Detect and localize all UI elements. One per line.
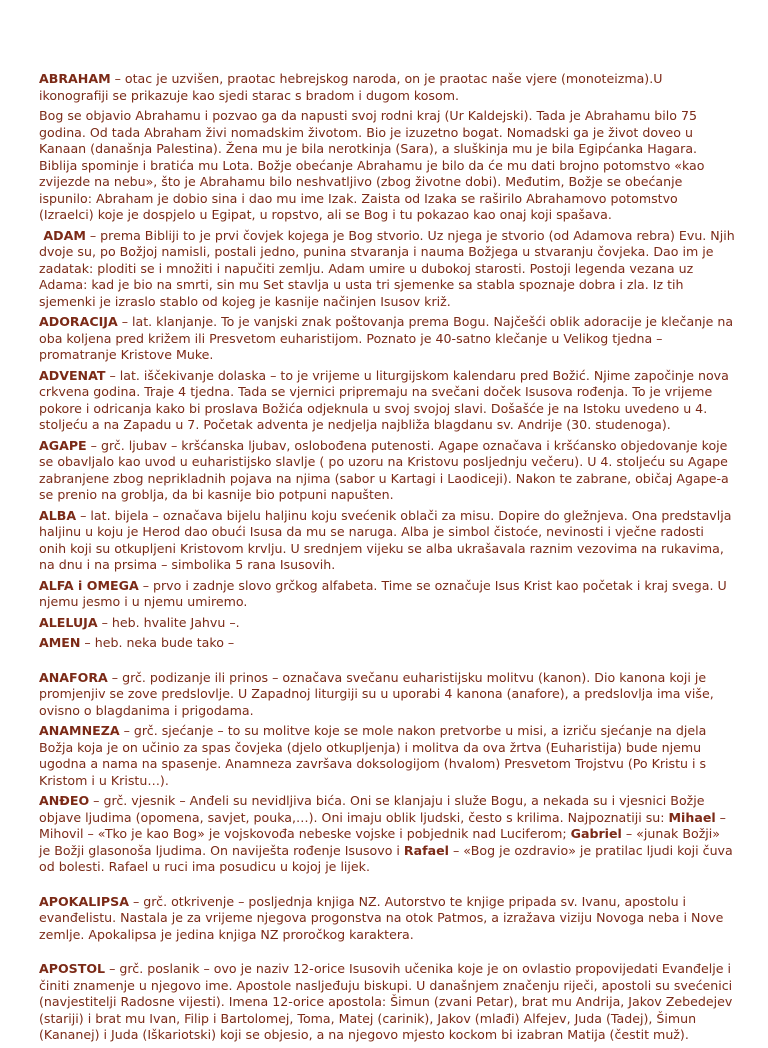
entry-term: ADORACIJA [39,314,118,329]
entry-term: ALFA i OMEGA [39,577,139,593]
dictionary-entry [39,615,735,632]
entry-definition [39,635,735,652]
entry-term: ALBA [39,507,77,523]
dictionary-entry [39,71,735,224]
dictionary-entry [39,961,735,1044]
dictionary-entry [39,227,739,311]
entry-definition [39,438,735,504]
entry-term: ALELUJA [39,614,98,630]
dictionary-entry [39,793,735,876]
entry-definition [39,961,735,1044]
entry-text: – heb. neka bude tako – [80,635,235,650]
entry-text: – prvo i zadnje slovo grčkog alfabeta. Time se označuje Isus Krist kao početak i kraj svega. U njemu jesmo i u njemu umiremo. [39,577,731,609]
entry-term: AMEN [39,635,81,650]
entry-definition [39,314,738,364]
entry-definition [39,894,735,944]
dictionary-entry [39,670,735,720]
dictionary-entry [39,578,735,611]
entry-text: – grč. otkrivenje – posljednja knjiga NZ. Autorstvo te knjige pripada sv. Ivanu, apostolu i evanđelistu. Nastala je za vrijeme njegova progonstva na otok Patmos, a izražava viziju Novoga neba i Nove zemlje. Apokalipsa je jedina knjiga NZ proročkog karaktera. [39,893,728,942]
entry-definition [39,670,735,720]
entry-text: – lat. klanjanje. To je vanjski znak poštovanja prema Bogu. Najčešći oblik adoracije je klečanje na oba koljena pred križem ili Presvetom euharistijom. Poznato je 40-satno klečanje u Velikog tjedna – promatranje Kristove Muke. [39,314,738,362]
entry-term: ANAFORA [39,669,108,685]
entry-definition [39,71,735,104]
entry-term: ANĐEO [39,793,90,808]
entry-definition [39,723,735,789]
dictionary-entry [39,894,735,944]
entry-definition [39,615,735,632]
entry-term: APOKALIPSA [39,893,129,909]
dictionary-entry [39,635,735,652]
dictionary-entry [39,314,738,364]
entry-definition [39,578,735,611]
angel-name: Mihael [668,809,716,825]
dictionary-entry [39,508,735,574]
entry-text: – grč. vjesnik – Anđeli su nevidljiva bića. Oni se klanjaju i služe Bogu, a nekada su i vjesnici Božje objave ljudima (opomena, savjet, pouka,…). Oni imaju oblik ljudski, često s krilima. Najpoznatiji su: [39,793,709,825]
entry-term: AGAPE [39,437,87,453]
entry-definition [39,793,735,876]
entry-text: Bog se objavio Abrahamu i pozvao ga da napusti svoj rodni kraj (Ur Kaldejski). Tada je Abrahamu bilo 75 godina. Od tada Abraham živi nomadskim životom. Bio je izuzetno bogat. Nomadski ga je život doveo u Kanaan (današnja Palestina). Žena mu je bila nerotkinja (Sara), a sluškinja mu je bila Egipćanka Hagara. Biblija spominje i bratića mu Lota. Božje obećanje Abrahamu je bilo da će mu dati brojno potomstvo «kao zvijezde na nebu», što je Abrahamu bilo neshvatljivo (zbog životne dobi). Međutim, Božje se obećanje ispunilo: Abraham je dobio sina i dao mu ime Izak. Zaista od Izaka se raširilo Abrahamovo potomstvo (Izraelci) koje je dospjelo u Egipat, u ropstvo, ali se Bog i tu pokazao kao onaj koji spašava. [39,108,709,222]
angel-text: – Mihovil – «Tko je kao Bog» je vojskovođa nebeske vojske i pobjednik nad Luciferom; [39,809,730,841]
entry-text: – grč. ljubav – kršćanska ljubav, oslobođena putenosti. Agape označava i kršćansko objedovanje koje se obavljalo kao uvod u euharistijsko slavlje ( po uzoru na Kristovu posljednju večeru). U 4. stoljeću su Agape zabranjene zbog neprikladnih pojava na njima (sabor u Kartagi i Laodiceji). Nakon te zabrane, običaj Agape-a se prenio na groblja, da bi kasnije bio potpuni napušten. [39,437,733,502]
entry-definition [39,227,739,311]
entry-text: – grč. sjećanje – to su molitve koje se mole nakon pretvorbe u misi, a izriču sjećanje na djela Božja koja je on učinio za spas čovjeka (djelo otkupljenja) i molitva da ova žrtva (Euharistija) bude njemu ugodna a nama na spasenje. Anamneza završava doksologijom (hvalom) Presvetom Trojstvu (Po Kristu i s Kristom i u Kristu…). [39,723,711,788]
entry-definition [39,508,735,574]
entry-text: – lat. bijela – označava bijelu haljinu koju svećenik oblači za misu. Dopire do gležnjeva. Ona predstavlja haljinu u koju je Herod dao obući Isusa da mu se naruga. Alba je simbol čistoće, nevinosti i vječne radosti onih koji su otkupljeni Kristovom krvlju. U srednjem vijeku se alba ukrašavala raznim vezovima na rukavima, na dnu i na prsima – simbolika 5 rana Isusovih. [39,507,736,572]
angel-name: Gabriel [570,826,622,841]
angel-text: – «junak Božji» je Božji glasonoša ljudima. On naviješta rođenje Isusovo i [39,826,725,858]
entry-definition [39,368,735,434]
entry-term: ADAM [39,227,86,243]
entry-text: – heb. hvalite Jahvu –. [97,614,240,630]
entry-term: ABRAHAM [39,71,111,86]
entry-text: – otac je uzvišen, praotac hebrejskog naroda, on je praotac naše vjere (monoteizma).U ikonografiji se prikazuje kao sjedi starac s bradom i dugom kosom. [39,71,667,103]
dictionary-entry [39,368,735,434]
entry-term: APOSTOL [39,961,106,976]
document-page [39,71,739,1048]
entry-text: – grč. poslanik – ovo je naziv 12-orice Isusovih učenika koje je on ovlastio propovijedati Evanđelje i činiti znamenje u njegovo ime. Apostole nasljeđuju biskupi. U današnjem značenju riječi, apostoli su svećenici (navjestitelji Radosne vijesti). Imena 12-orice apostola: Šimun (zvani Petar), brat mu Andrija, Jakov Zebedejev (stariji) i brat mu Ivan, Filip i Bartolomej, Toma, Matej (carinik), Jakov (mlađi) Alfejev, Juda (Tadej), Šimun (Kananej) i Juda (Iškariotski) koji se objesio, a na njegovo mjesto kockom bi izabran Matija (čestit muž). [39,961,737,1042]
entry-text: – prema Bibliji to je prvi čovjek kojega je Bog stvorio. Uz njega je stvorio (od Adamova rebra) Evu. Njih dvoje su, po Božjoj namisli, postali jedno, punina stvaranja i nauma Božjega u stvaranju čovjeka. Dao im je zadatak: ploditi se i množiti i napučiti zemlju. Adam umire u dubokoj starosti. Postoji legenda vezana uz Adama: kad je bio na smrti, sin mu Set stavlja u usta tri sjemenke sa stabla spoznaje dobra i zla. Iz tih sjemenki je izraslo stablo od kojeg je kasnije načinjen Isusov križ. [39,227,739,309]
entry-term: ANAMNEZA [39,723,120,738]
entry-text: – grč. podizanje ili prinos – označava svečanu euharistijsku molitvu (kanon). Dio kanona koji je promjenjiv se zove predslovlje. U Zapadnoj liturgiji su u uporabi 4 kanona (anafore), a predslovlja ima više, ovisno o blagdanima i prigodama. [39,669,718,718]
dictionary-entry [39,438,735,504]
entry-term: ADVENAT [39,367,106,383]
entry-text: – lat. iščekivanje dolaska – to je vrijeme u liturgijskom kalendaru pred Božić. Njime započinje nova crkvena godina. Traje 4 tjedna. Tada se vjernici pripremaju na svečani doček Isusova rođenja. To je vrijeme pokore i odricanja kako bi proslava Božića odjeknula u svoj svojoj slavi. Došašće je na Istoku uvedeno u 4. stoljeću a na Zapadu u 7. Početak adventa je nedjelja najbliža blagdanu sv. Andrije (30. studenoga). [39,367,733,432]
angel-text: – «Bog je ozdravio» je pratilac ljudi koji čuva od bolesti. Rafael u ruci ima posudicu u kojoj je lijek. [39,842,737,874]
dictionary-entry [39,723,735,789]
angel-name: Rafael [403,842,449,858]
entry-paragraph [39,108,735,224]
